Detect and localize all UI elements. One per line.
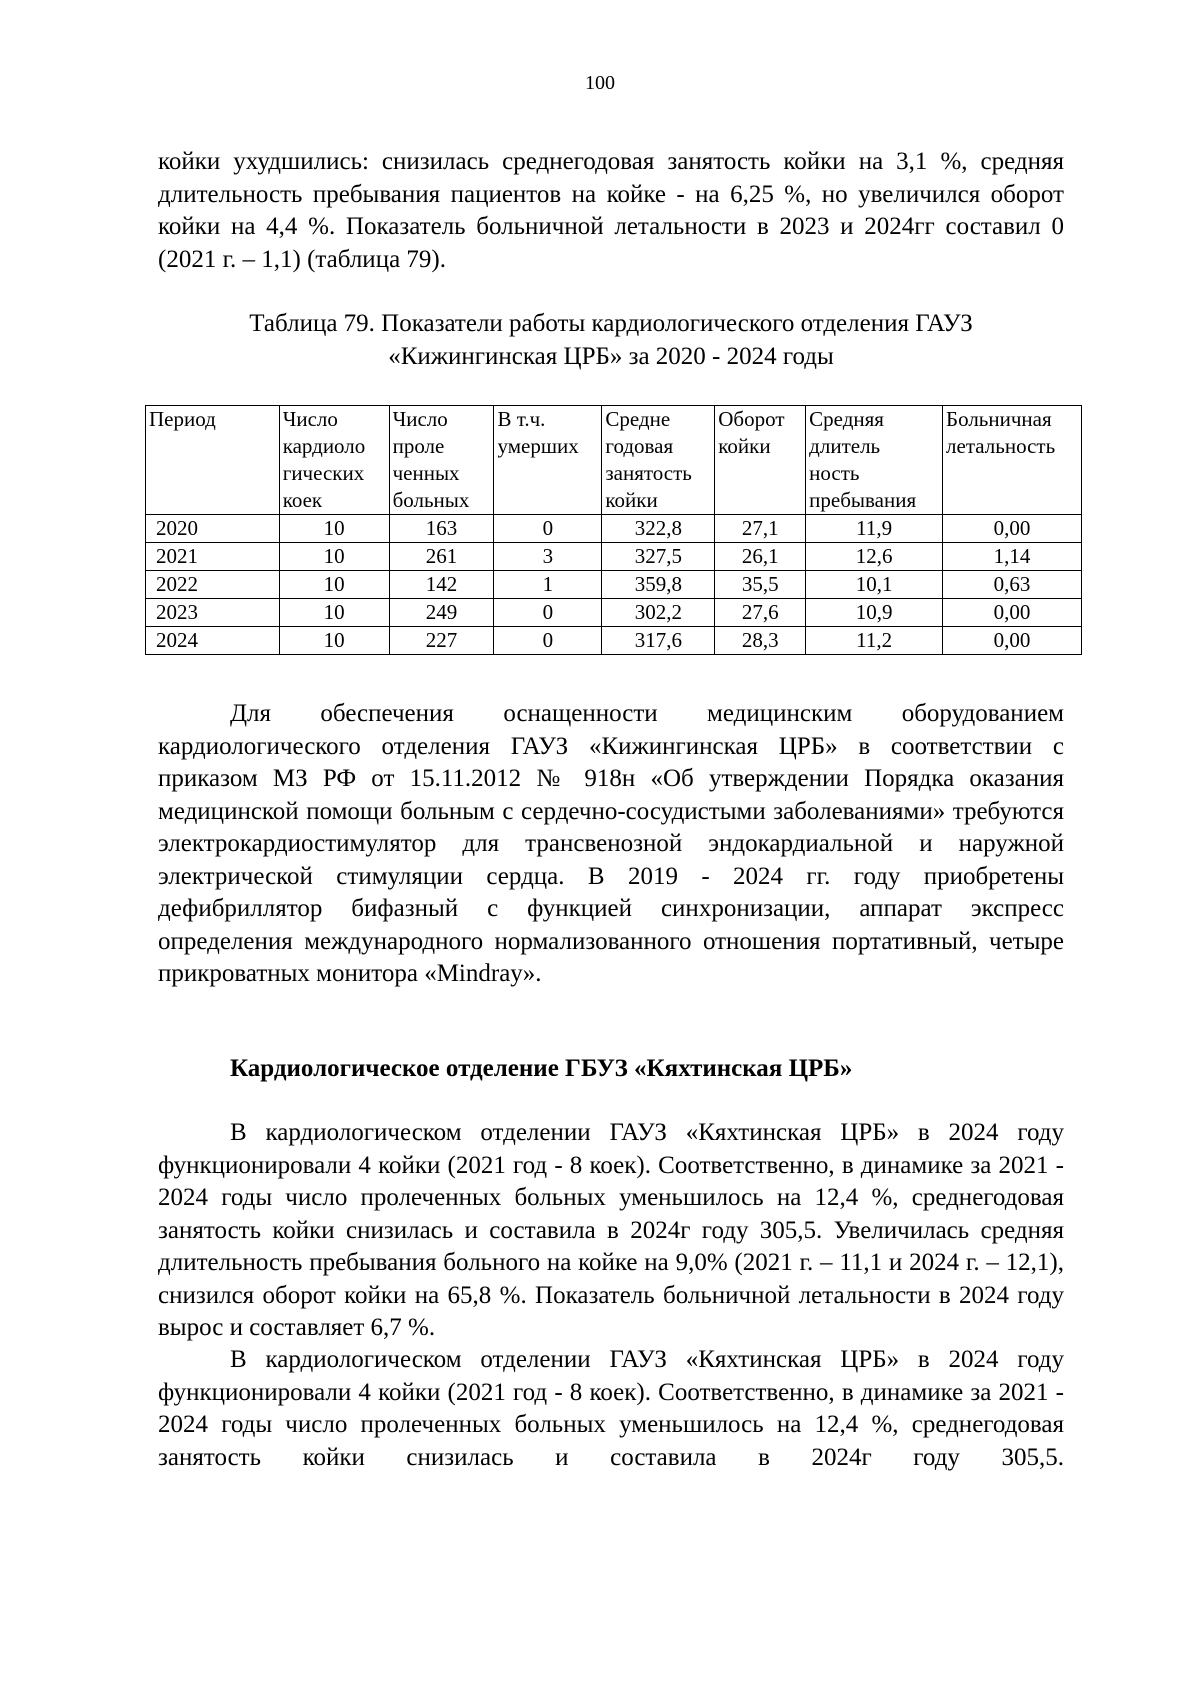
table-header-row [146,406,1082,515]
table-cell: 302,2 [602,599,715,627]
table-cell: 2023 [146,599,280,627]
paragraph-kyakhta-1: В кардиологическом отделении ГАУЗ «Кяхтинская ЦРБ» в 2024 году функционировали 4 койки (2021 год - 8 коек). Соответственно, в динамике за 2021 - 2024 годы число пролеченных больных уменьшилось на 12,4 %, среднегодовая занятость койки снизилась и составила в 2024г году 305,5. Увеличилась средняя длительность пребывания больного на койке на 9,0% (2021 г. – 11,1 и 2024 г. – 12,1), снизился оборот койки на 65,8 %. Показатель больничной летальности в 2024 году вырос и составляет 6,7 %. [158,1119,1064,1341]
table-cell: 10 [279,627,389,655]
table-cell: 359,8 [602,571,715,599]
table-row [146,515,1082,543]
paragraph-intro: койки ухудшились: снизилась среднегодовая занятость койки на 3,1 %, средняя длительность пребывания пациентов на койке - на 6,25 %, но увеличился оборот койки на 4,4 %. Показатель больничной летальности в 2023 и 2024гг составил 0 (2021 г. – 1,1) (таблица 79). [158,148,1064,273]
table-cell: 0 [494,599,602,627]
table-cell: 11,2 [806,627,943,655]
table-row [146,571,1082,599]
header-treated-patients: Число проле ченных больных [389,406,494,515]
table-cell: 10 [279,515,389,543]
table-cell: 2024 [146,627,280,655]
table-cell: 0,00 [943,515,1082,543]
page-number: 100 [585,72,615,94]
table-cell: 142 [389,571,494,599]
table-cell: 11,9 [806,515,943,543]
table-cell: 10 [279,571,389,599]
table-cell: 327,5 [602,543,715,571]
paragraph-equipment: Для обеспечения оснащенности медицинским оборудованием кардиологического отделения ГАУЗ «Кижингинская ЦРБ» в соответствии с приказом МЗ РФ от 15.11.2012 № 918н «Об утверждении Порядка оказания медицинской помощи больным с сердечно-сосудистыми заболеваниями» требуются электрокардиостимулятор для трансвенозной эндокардиальной и наружной электрической стимуляции сердца. В 2019 - 2024 гг. году приобретены дефибриллятор бифазный с функцией синхронизации, аппарат экспресс определения международного нормализованного отношения портативный, четыре прикроватных монитора «Mindray». [158,700,1064,987]
table-cell: 12,6 [806,543,943,571]
table-cell: 249 [389,599,494,627]
table-caption [158,307,1064,373]
table-cell: 0 [494,515,602,543]
table-cell: 10,1 [806,571,943,599]
table-cell: 35,5 [715,571,806,599]
table-cell: 10,9 [806,599,943,627]
table-cell: 317,6 [602,627,715,655]
cardiology-table [145,405,1082,655]
header-deaths: В т.ч. умерших [494,406,602,515]
table-cell: 0,00 [943,599,1082,627]
header-beds: Число кардиоло гических коек [279,406,389,515]
header-bed-turnover: Оборот койки [715,406,806,515]
table-cell: 2020 [146,515,280,543]
table-cell: 27,6 [715,599,806,627]
table-cell: 322,8 [602,515,715,543]
table-cell: 0,00 [943,627,1082,655]
header-period: Период [146,406,280,515]
table-cell: 2021 [146,543,280,571]
header-mortality: Больничная летальность [943,406,1082,515]
header-avg-stay: Средняя длитель ность пребывания [806,406,943,515]
table-cell: 3 [494,543,602,571]
table-cell: 10 [279,599,389,627]
table-row [146,599,1082,627]
table-row [146,627,1082,655]
header-bed-occupancy: Средне годовая занятость койки [602,406,715,515]
table-cell: 10 [279,543,389,571]
table-row [146,543,1082,571]
table-cell: 261 [389,543,494,571]
table-cell: 27,1 [715,515,806,543]
table-cell: 227 [389,627,494,655]
table-cell: 1 [494,571,602,599]
table-cell: 28,3 [715,627,806,655]
table-cell: 26,1 [715,543,806,571]
table-caption-line-1: Таблица 79. Показатели работы кардиологического отделения ГАУЗ [249,310,973,337]
table-cell: 2022 [146,571,280,599]
table-cell: 0,63 [943,571,1082,599]
table-cell: 1,14 [943,543,1082,571]
section-heading: Кардиологическое отделение ГБУЗ «Кяхтинская ЦРБ» [230,1055,853,1082]
table-cell: 0 [494,627,602,655]
table-caption-line-2: «Кижингинская ЦРБ» за 2020 - 2024 годы [388,343,834,370]
table-cell: 163 [389,515,494,543]
paragraph-kyakhta-2: В кардиологическом отделении ГАУЗ «Кяхтинская ЦРБ» в 2024 году функционировали 4 койки (2021 год - 8 коек). Соответственно, в динамике за 2021 - 2024 годы число пролеченных больных уменьшилось на 12,4 %, среднегодовая занятость койки снизилась и составила в 2024г году 305,5. [158,1346,1064,1471]
